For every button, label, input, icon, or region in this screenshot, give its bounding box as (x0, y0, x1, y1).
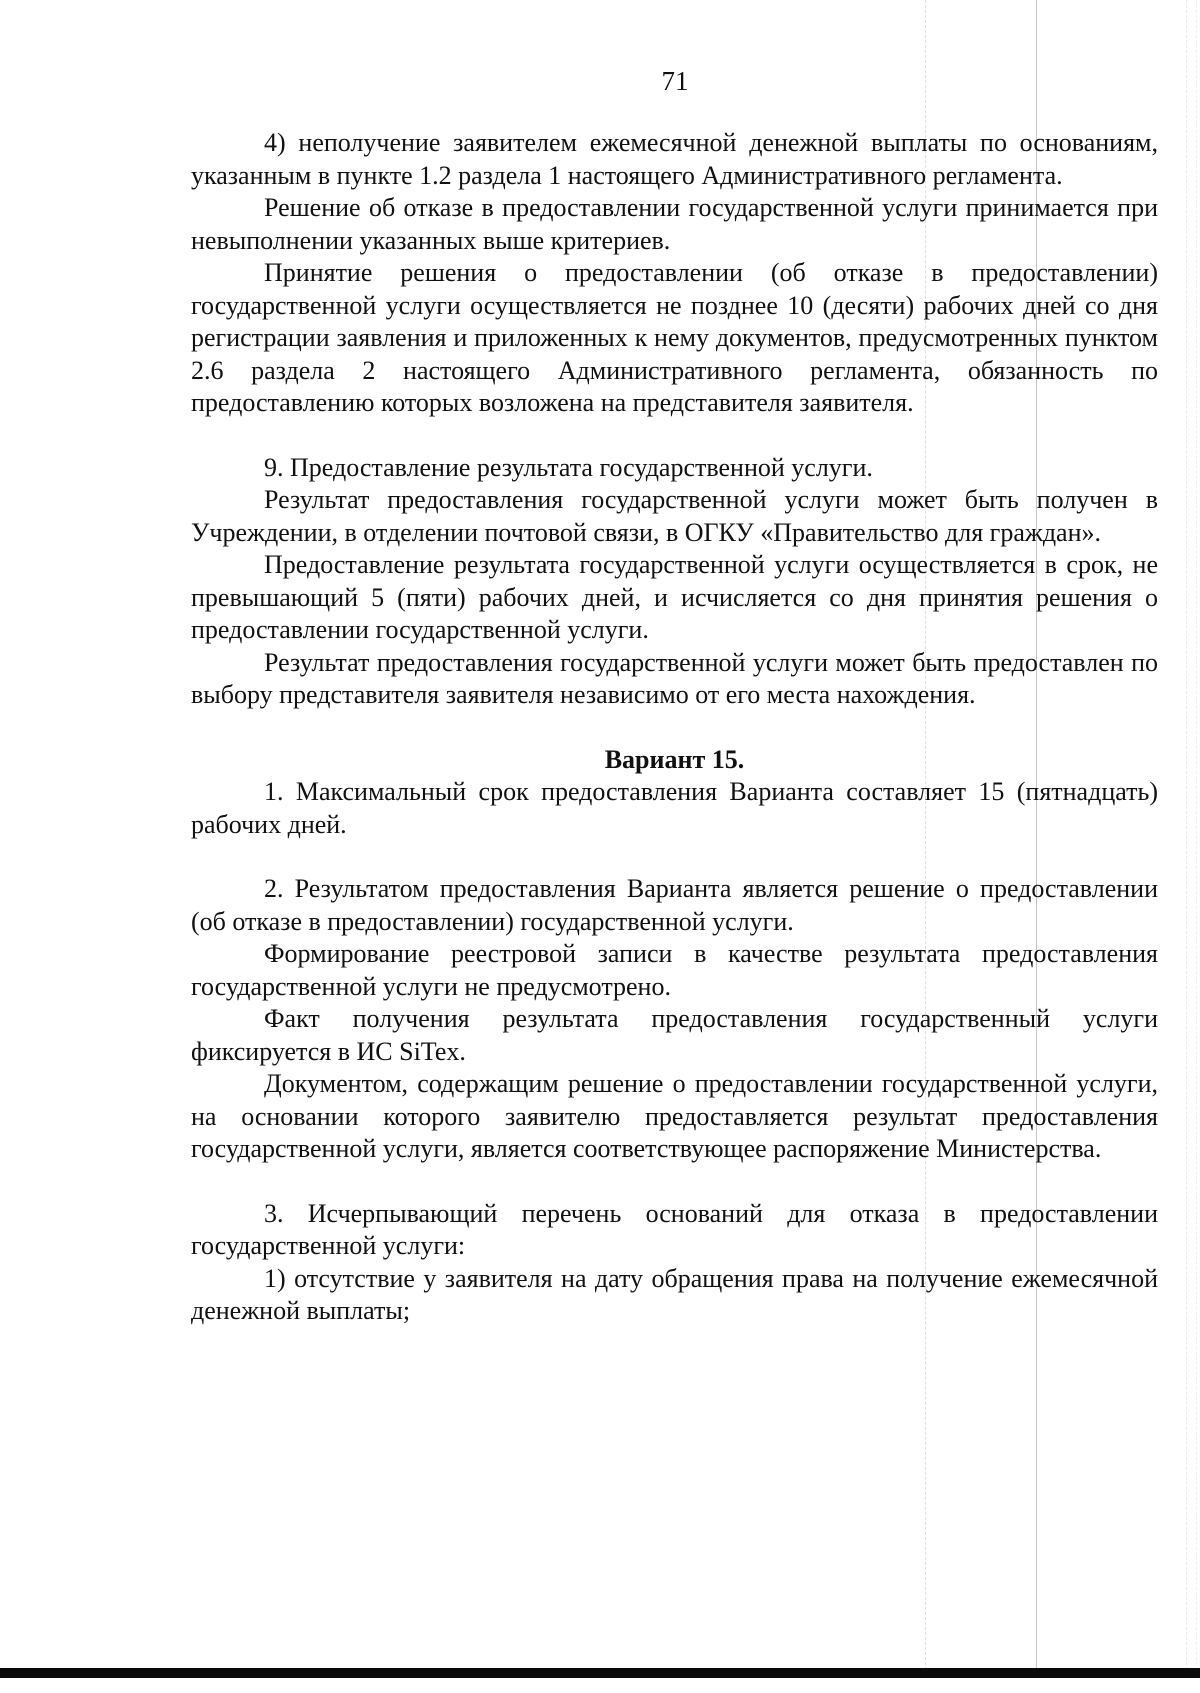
paragraph-item-4: 4) неполучение заявителем ежемесячной денежной выплаты по основаниям, указанным в пункте 1.2 раздела 1 настоящего Административного регламента. (191, 128, 1158, 190)
paragraph-result-fixation: Факт получения результата предоставления государственный услуги фиксируется в ИС SiTex. (191, 1004, 1158, 1066)
page-number: 71 (661, 66, 689, 96)
document-body (191, 127, 1158, 1328)
scan-bottom-border (0, 1668, 1200, 1678)
paragraph-decision-document: Документом, содержащим решение о предоставлении государственной услуги, на основании которого заявителю предоставляется результат предоставления государственной услуги, является соответствующее распоряжение Министерства. (191, 1069, 1158, 1163)
paragraph-result-deadline: Предоставление результата государственной услуги осуществляется в срок, не превышающий 5 (пяти) рабочих дней, и исчисляется со дня принятия решения о предоставлении государственной услуги. (191, 550, 1158, 644)
paragraph-refusal-grounds: 3. Исчерпывающий перечень оснований для отказа в предоставлении государственной услуги: (191, 1198, 1158, 1260)
paragraph-refusal-ground-1: 1) отсутствие у заявителя на дату обращения права на получение ежемесячной денежной выплаты; (191, 1263, 1158, 1325)
paragraph-max-term: 1. Максимальный срок предоставления Варианта составляет 15 (пятнадцать) рабочих дней. (191, 777, 1158, 839)
paragraph-result-location: Результат предоставления государственной услуги может быть получен в Учреждении, в отделении почтовой связи, в ОГКУ «Правительство для граждан». (191, 485, 1158, 547)
paragraph-result-choice: Результат предоставления государственной услуги может быть предоставлен по выбору представителя заявителя независимо от его места нахождения. (191, 647, 1158, 709)
paragraph-result-type: 2. Результатом предоставления Варианта является решение о предоставлении (об отказе в предоставлении) государственной услуги. (191, 874, 1158, 936)
scan-artifact-line (1186, 0, 1187, 1670)
paragraph-refusal-decision: Решение об отказе в предоставлении государственной услуги принимается при невыполнении указанных выше критериев. (191, 193, 1158, 255)
variant-title: Вариант 15. (604, 744, 745, 774)
paragraph-registry-record: Формирование реестровой записи в качестве результата предоставления государственной услуги не предусмотрено. (191, 939, 1158, 1001)
section-9-heading: 9. Предоставление результата государственной услуги. (264, 452, 873, 482)
scan-artifact-line (1196, 0, 1197, 1670)
paragraph-decision-deadline: Принятие решения о предоставлении (об отказе в предоставлении) государственной услуги осуществляется не позднее 10 (десяти) рабочих дней со дня регистрации заявления и приложенных к нему документов, предусмотренных пунктом 2.6 раздела 2 настоящего Административного регламента, обязанность по предоставлению которых возложена на представителя заявителя. (191, 258, 1158, 417)
